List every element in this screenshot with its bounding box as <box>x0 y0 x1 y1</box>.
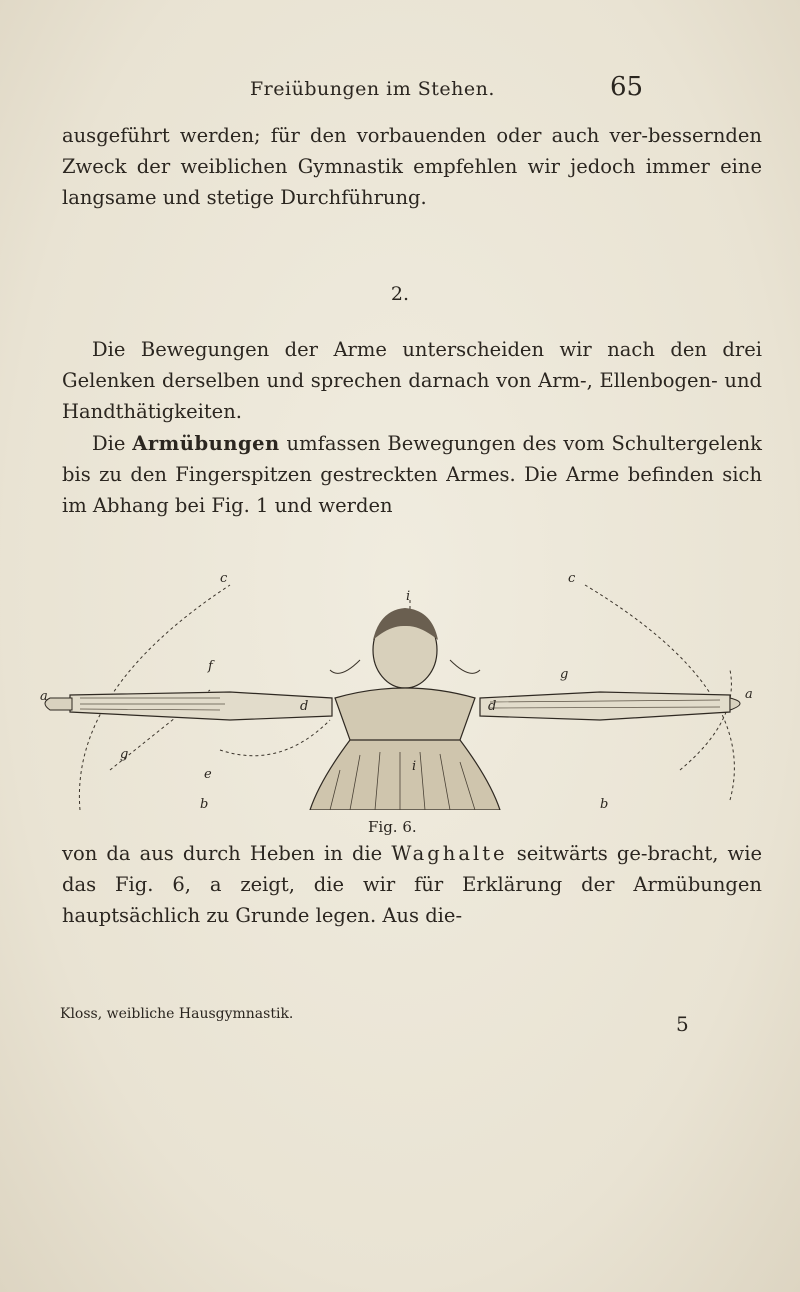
label-d-right: d <box>488 699 497 714</box>
paragraph-3-prefix: Die <box>92 432 126 455</box>
label-a-right: a <box>745 687 753 702</box>
label-d-left: d <box>300 699 309 714</box>
label-c-left: c <box>220 571 228 586</box>
term-waghalte: Waghalte <box>391 842 508 865</box>
label-c-right: c <box>568 571 576 586</box>
paragraph-1 <box>62 120 762 213</box>
section-number: 2. <box>390 283 410 305</box>
label-i-top: i <box>406 589 411 604</box>
figure-6-illustration <box>40 570 770 810</box>
figure-body <box>310 688 500 810</box>
label-g-left: g <box>120 747 129 762</box>
figure-caption: Fig. 6. <box>368 818 417 836</box>
paragraph-2-text: Die Bewegungen der Arme unterscheiden wir nach den drei Gelenken derselben und sprechen darnach von Arm-, Ellenbogen- und Handthätigkeiten. <box>62 338 762 423</box>
label-i-bottom: i <box>412 759 417 774</box>
left-arm <box>45 692 332 720</box>
paragraph-3-rest: umfassen Bewegungen des vom Schultergelenk bis zu den Fingerspitzen gestreckten Armes. Die Arme befinden sich im Abhang bei Fig. 1 und werden <box>62 432 762 517</box>
label-b-left: b <box>200 797 209 810</box>
figure-head <box>330 608 480 688</box>
paragraph-4 <box>62 838 762 931</box>
term-armuebungen: Armübungen <box>132 432 280 455</box>
label-a-left: a <box>40 689 48 704</box>
running-head: Freiübungen im Stehen. <box>250 78 495 100</box>
label-e: e <box>204 767 212 782</box>
paragraph-4-after: seitwärts ge-bracht, wie das Fig. 6, a zeigt, die wir für Erklärung der Armübungen hauptsächlich zu Grunde legen. Aus die- <box>62 842 763 927</box>
label-b-right: b <box>600 797 609 810</box>
label-f: f <box>208 659 213 674</box>
paragraph-4-text <box>62 838 762 931</box>
label-g-right: g <box>560 667 569 682</box>
footer-note: Kloss, weibliche Hausgymnastik. <box>60 1006 294 1022</box>
right-arm <box>480 692 740 720</box>
paragraph-4-before: von da aus durch Heben in die <box>62 842 383 865</box>
page-number: 65 <box>610 72 644 102</box>
signature-mark: 5 <box>676 1012 689 1036</box>
paragraph-3 <box>62 428 762 521</box>
paragraph-1-text: ausgeführt werden; für den vorbauenden oder auch ver-bessernden Zweck der weiblichen Gymnastik empfehlen wir jedoch immer eine langsame und stetige Durchführung. <box>62 124 762 209</box>
paragraph-3-text <box>62 428 762 521</box>
paragraph-2 <box>62 334 762 427</box>
